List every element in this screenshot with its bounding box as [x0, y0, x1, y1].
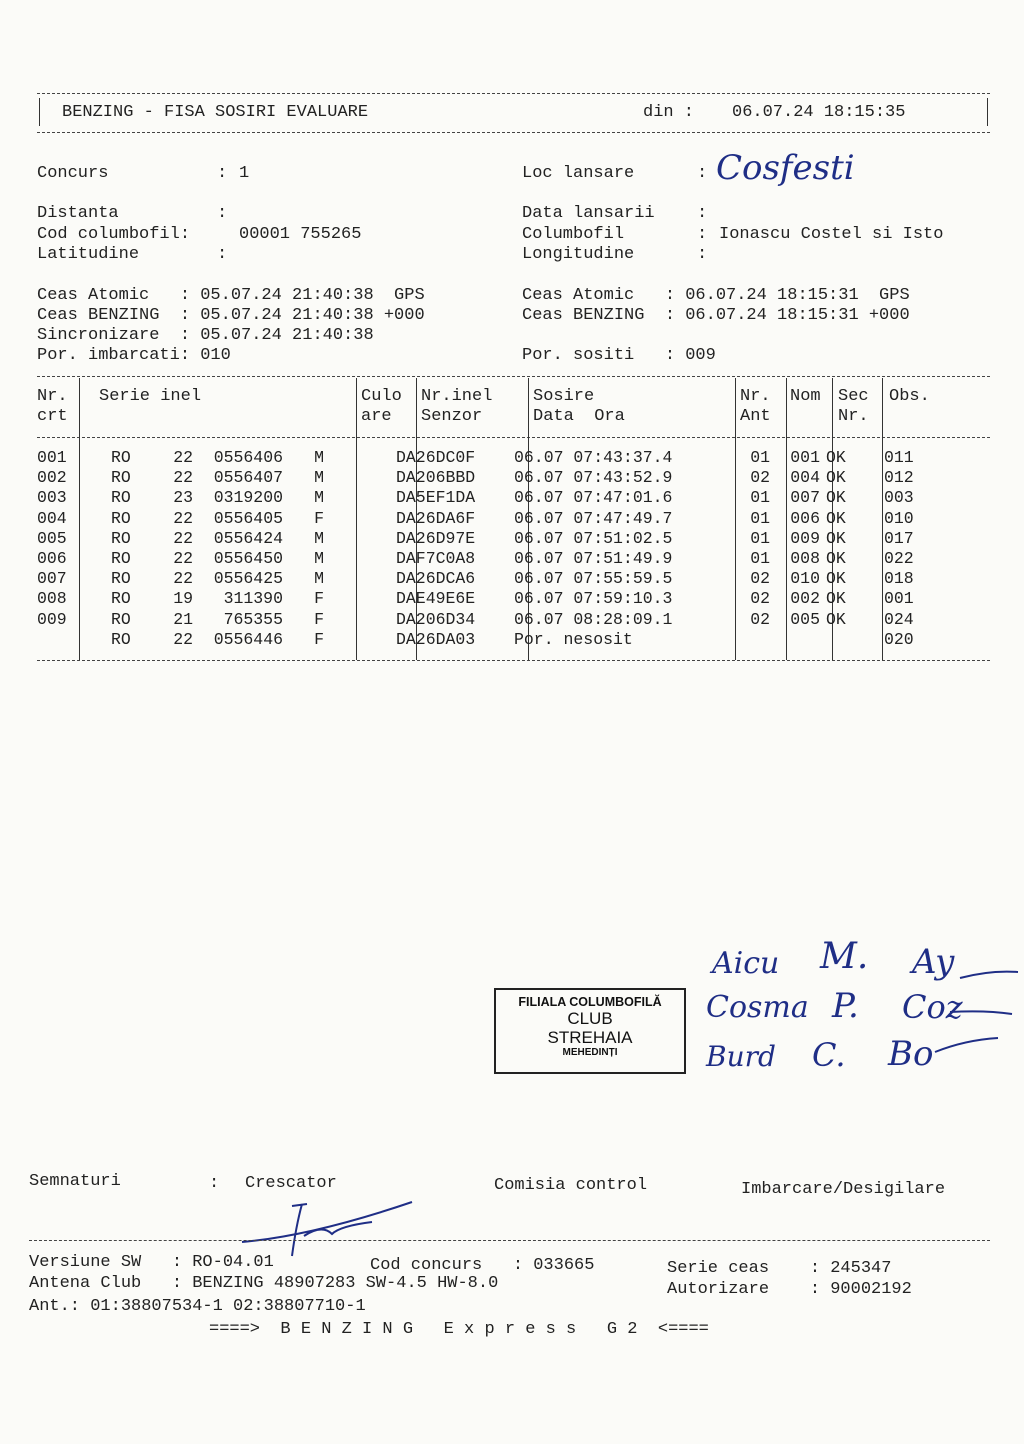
- th-inel-1: Nr.inel: [421, 387, 493, 406]
- clock-left-1: Ceas Atomic : 05.07.24 21:40:38 GPS: [37, 286, 425, 305]
- cell-obs: 003: [884, 488, 914, 508]
- cell-spacer: [79, 589, 107, 609]
- cell-sec: [820, 630, 876, 650]
- stamp-line-3: STREHAIA: [547, 1028, 633, 1047]
- cell-sec: OK: [826, 528, 846, 548]
- cell-nom: 007: [790, 488, 820, 508]
- crescator-signature-stroke: [242, 1202, 412, 1256]
- sig-2-name: Cosma: [706, 990, 809, 1025]
- footer-rule: [29, 1240, 990, 1241]
- table-row: [37, 589, 954, 609]
- cell-sec: OK: [826, 468, 846, 488]
- cell-nom: 009: [790, 528, 820, 548]
- cell-inel: 0319200: [213, 488, 283, 508]
- sig-3-initial: C.: [812, 1036, 846, 1074]
- info-columbofil-label: Columbofil: [522, 225, 625, 244]
- cell-tara: RO: [111, 508, 131, 528]
- cell-senzor: DAF7C0A8: [396, 549, 476, 569]
- cell-nom: 006: [790, 508, 820, 528]
- cell-nom: 004: [790, 468, 820, 488]
- cell-sosire: 06.07 07:47:49.7: [514, 508, 673, 528]
- cell-spacer: [79, 468, 107, 488]
- cell-nom: 008: [790, 549, 820, 569]
- crescator-label: Crescator: [245, 1174, 337, 1193]
- cell-spacer: [330, 610, 390, 630]
- cell-tara: RO: [111, 488, 131, 508]
- cell-sosire: 06.07 07:51:49.9: [514, 549, 673, 569]
- footer-brand: ====> B E N Z I N G E x p r e s s G 2 <====: [209, 1320, 709, 1339]
- th-obs: Obs.: [889, 387, 930, 406]
- cell-sec: OK: [826, 549, 846, 569]
- footer-antena: Antena Club : BENZING 48907283 SW-4.5 HW-8.0: [29, 1274, 499, 1293]
- cell-sex: F: [314, 609, 324, 629]
- cell-nr: 006: [37, 549, 67, 569]
- cell-tara: RO: [111, 549, 131, 569]
- cell-inel: 0556405: [213, 508, 283, 528]
- cell-nr: 001: [37, 448, 67, 468]
- th-sosire-1: Sosire: [533, 387, 595, 406]
- cell-spacer: [79, 488, 107, 508]
- table-row: [37, 549, 954, 569]
- cell-spacer: [79, 630, 107, 650]
- cell-tara: RO: [111, 528, 131, 548]
- footer-serie-ceas: Serie ceas : 245347: [667, 1259, 892, 1278]
- cell-obs: 017: [884, 528, 914, 548]
- cell-an: 22: [173, 448, 193, 468]
- clock-right-2: Ceas BENZING : 06.07.24 18:15:31 +000: [522, 306, 910, 325]
- cell-sex: F: [314, 508, 324, 528]
- cell-tara: RO: [111, 468, 131, 488]
- cell-sosire: 06.07 07:59:10.3: [514, 589, 673, 609]
- th-culoare-1: Culo: [361, 387, 402, 406]
- cell-sosire: Por. nesosit: [514, 629, 633, 649]
- header-right-border: [987, 98, 988, 126]
- sig-1-sig: Ay: [912, 942, 955, 982]
- cell-inel: 0556406: [213, 448, 283, 468]
- cell-an: 22: [173, 528, 193, 548]
- cell-nr: [37, 630, 79, 650]
- cell-obs: 012: [884, 468, 914, 488]
- table-top-rule: [37, 376, 990, 377]
- sig-2-sig: Coz: [902, 988, 963, 1026]
- sig-3-name: Burd: [706, 1040, 776, 1073]
- por-sositi: Por. sositi : 009: [522, 346, 716, 365]
- cell-sex: M: [314, 488, 324, 508]
- cell-spacer: [79, 529, 107, 549]
- cell-sec: OK: [826, 589, 846, 609]
- cell-sex: M: [314, 569, 324, 589]
- cell-tara: RO: [111, 609, 131, 629]
- cell-tara: RO: [111, 569, 131, 589]
- cell-sec: OK: [826, 448, 846, 468]
- cell-sec: OK: [826, 488, 846, 508]
- cell-an: 23: [173, 488, 193, 508]
- cell-spacer: [330, 630, 390, 650]
- cell-obs: 010: [884, 508, 914, 528]
- cell-senzor: DA206BBD: [396, 468, 476, 488]
- info-concurs-value: 1: [239, 164, 250, 183]
- sig-1-initial: M.: [820, 936, 869, 977]
- info-loc-sep: :: [697, 164, 708, 183]
- cell-sex: M: [314, 528, 324, 548]
- cell-sosire: 06.07 07:43:37.4: [514, 448, 673, 468]
- info-latitudine-sep: :: [217, 245, 228, 264]
- clock-left-2: Ceas BENZING : 05.07.24 21:40:38 +000: [37, 306, 425, 325]
- cell-nr: 003: [37, 488, 67, 508]
- cell-obs: 020: [884, 629, 914, 649]
- cell-obs: 022: [884, 549, 914, 569]
- table-header-rule: [37, 437, 990, 438]
- cell-obs: 001: [884, 589, 914, 609]
- cell-sex: F: [314, 629, 324, 649]
- header-date-label: din :: [643, 103, 695, 122]
- cell-nr: 004: [37, 508, 67, 528]
- cell-senzor: DA5EF1DA: [396, 488, 476, 508]
- cell-ant: 01: [750, 528, 770, 548]
- cell-ant: [721, 630, 774, 650]
- cell-spacer: [79, 549, 107, 569]
- info-columbofil-value: Ionascu Costel si Isto: [719, 225, 944, 244]
- cell-inel: 0556424: [213, 528, 283, 548]
- th-nr-1: Nr.: [37, 387, 68, 406]
- th-nom: Nom: [790, 387, 821, 406]
- th-sosire-2: Data Ora: [533, 407, 625, 426]
- sig-2-initial: P.: [832, 986, 859, 1026]
- semnaturi-label: Semnaturi: [29, 1172, 121, 1191]
- cell-spacer: [79, 569, 107, 589]
- info-cod-value: 00001 755265: [239, 225, 362, 244]
- cell-inel: 765355: [223, 609, 283, 629]
- cell-sosire: 06.07 07:43:52.9: [514, 468, 673, 488]
- info-cod-label: Cod columbofil:: [37, 225, 191, 244]
- info-data-lansarii-label: Data lansarii: [522, 204, 655, 223]
- cell-nom: 002: [790, 589, 820, 609]
- th-sec-1: Sec: [838, 387, 869, 406]
- cell-spacer: [79, 509, 107, 529]
- info-longitudine-label: Longitudine: [522, 245, 635, 264]
- table-row: [37, 468, 954, 488]
- cell-tara: RO: [111, 629, 131, 649]
- cell-nom: [774, 630, 820, 650]
- cell-spacer: [330, 589, 390, 609]
- cell-nr: 009: [37, 609, 67, 629]
- table-row: [37, 509, 954, 529]
- table-row: [37, 529, 954, 549]
- cell-spacer: [330, 509, 390, 529]
- cell-ant: 01: [750, 549, 770, 569]
- cell-senzor: DA26DCA6: [396, 569, 476, 589]
- info-data-lansarii-sep: :: [697, 204, 708, 223]
- cell-sec: OK: [826, 609, 846, 629]
- stamp-line-2: CLUB: [567, 1009, 613, 1028]
- cell-spacer: [330, 468, 390, 488]
- cell-nom: 001: [790, 448, 820, 468]
- info-concurs-label: Concurs: [37, 164, 109, 183]
- header-date-value: 06.07.24 18:15:35: [732, 103, 906, 122]
- cell-tara: RO: [111, 589, 131, 609]
- table-row: [37, 448, 954, 468]
- info-loc-label: Loc lansare: [522, 164, 635, 183]
- sig-1-name: Aicu: [712, 946, 780, 981]
- table-bottom-rule: [37, 660, 990, 661]
- cell-an: 22: [173, 468, 193, 488]
- cell-nom: 010: [790, 569, 820, 589]
- cell-an: 22: [173, 508, 193, 528]
- cell-obs: 011: [884, 448, 914, 468]
- table-row: [37, 630, 954, 650]
- cell-nr: 007: [37, 569, 67, 589]
- cell-sosire: 06.07 07:47:01.6: [514, 488, 673, 508]
- cell-ant: 02: [750, 589, 770, 609]
- handwritten-loc-lansare: Cosfesti: [716, 148, 855, 188]
- comisia-label: Comisia control: [494, 1176, 648, 1195]
- th-ant-1: Nr.: [740, 387, 771, 406]
- cell-inel: 0556407: [213, 468, 283, 488]
- info-longitudine-sep: :: [697, 245, 708, 264]
- cell-nr: 008: [37, 589, 67, 609]
- footer-versiune: Versiune SW : RO-04.01: [29, 1253, 274, 1272]
- th-inel-2: Senzor: [421, 407, 483, 426]
- cell-senzor: DA206D34: [396, 609, 476, 629]
- cell-sec: OK: [826, 569, 846, 589]
- cell-ant: 02: [750, 468, 770, 488]
- cell-senzor: DA26DA03: [396, 629, 476, 649]
- th-ant-2: Ant: [740, 407, 771, 426]
- cell-sosire: 06.07 08:28:09.1: [514, 609, 673, 629]
- cell-senzor: DA26DA6F: [396, 508, 476, 528]
- cell-an: 22: [173, 629, 193, 649]
- cell-spacer: [330, 488, 390, 508]
- cell-an: 21: [173, 609, 193, 629]
- header-left-border: [39, 98, 40, 126]
- cell-senzor: DA26D97E: [396, 528, 476, 548]
- footer-cod-concurs: Cod concurs : 033665: [370, 1256, 595, 1275]
- cell-ant: 02: [750, 569, 770, 589]
- signature-flourishes: [700, 940, 1020, 1070]
- cell-nom: 005: [790, 609, 820, 629]
- arrivals-table: [37, 448, 954, 650]
- info-latitudine-label: Latitudine: [37, 245, 140, 264]
- th-serie: Serie inel: [99, 387, 202, 406]
- cell-sec: OK: [826, 508, 846, 528]
- cell-sosire: 06.07 07:55:59.5: [514, 569, 673, 589]
- cell-obs: 024: [884, 609, 914, 629]
- footer-antenne: Ant.: 01:38807534-1 02:38807710-1: [29, 1297, 366, 1316]
- cell-inel: 0556425: [213, 569, 283, 589]
- imbarcare-label: Imbarcare/Desigilare: [741, 1180, 946, 1199]
- th-culoare-2: are: [361, 407, 392, 426]
- cell-senzor: DA26DC0F: [396, 448, 476, 468]
- table-row: [37, 610, 954, 630]
- cell-spacer: [330, 529, 390, 549]
- cell-sex: M: [314, 468, 324, 488]
- cell-nr: 002: [37, 468, 67, 488]
- club-stamp: [494, 988, 686, 1074]
- cell-ant: 02: [750, 609, 770, 629]
- cell-sosire: 06.07 07:51:02.5: [514, 528, 673, 548]
- cell-ant: 01: [750, 448, 770, 468]
- info-distanta-sep: :: [217, 204, 228, 223]
- por-imbarcati: Por. imbarcati: 010: [37, 346, 231, 365]
- table-row: [37, 569, 954, 589]
- th-sec-2: Nr.: [838, 407, 869, 426]
- cell-senzor: DAE49E6E: [396, 589, 476, 609]
- cell-inel: 311390: [223, 589, 283, 609]
- header-top-border: [37, 93, 990, 94]
- cell-ant: 01: [750, 508, 770, 528]
- cell-sex: M: [314, 448, 324, 468]
- cell-spacer: [330, 549, 390, 569]
- cell-inel: 0556446: [213, 629, 283, 649]
- cell-spacer: [79, 448, 107, 468]
- flourish-1: [960, 972, 1018, 978]
- cell-an: 19: [173, 589, 193, 609]
- cell-inel: 0556450: [213, 549, 283, 569]
- stamp-line-4: MEHEDINȚI: [562, 1047, 618, 1058]
- footer-autorizare: Autorizare : 90002192: [667, 1280, 912, 1299]
- sig-3-sig: Bo: [888, 1034, 934, 1074]
- cell-sex: F: [314, 589, 324, 609]
- clock-left-3: Sincronizare : 05.07.24 21:40:38: [37, 326, 374, 345]
- cell-spacer: [330, 448, 390, 468]
- cell-an: 22: [173, 549, 193, 569]
- document-title: BENZING - FISA SOSIRI EVALUARE: [62, 103, 369, 122]
- flourish-3: [935, 1038, 998, 1052]
- info-distanta-label: Distanta: [37, 204, 119, 223]
- flourish-2: [950, 1011, 1012, 1014]
- info-columbofil-sep: :: [697, 225, 708, 244]
- cell-sex: M: [314, 549, 324, 569]
- cell-spacer: [79, 610, 107, 630]
- stamp-line-1: FILIALA COLUMBOFILĂ: [518, 995, 662, 1009]
- semnaturi-sep: :: [209, 1174, 220, 1193]
- cell-obs: 018: [884, 569, 914, 589]
- cell-nr: 005: [37, 528, 67, 548]
- header-bottom-border: [37, 132, 990, 133]
- cell-ant: 01: [750, 488, 770, 508]
- th-nr-2: crt: [37, 407, 68, 426]
- table-row: [37, 488, 954, 508]
- cell-an: 22: [173, 569, 193, 589]
- info-concurs-sep: :: [217, 164, 228, 183]
- cell-tara: RO: [111, 448, 131, 468]
- cell-spacer: [330, 569, 390, 589]
- clock-right-1: Ceas Atomic : 06.07.24 18:15:31 GPS: [522, 286, 910, 305]
